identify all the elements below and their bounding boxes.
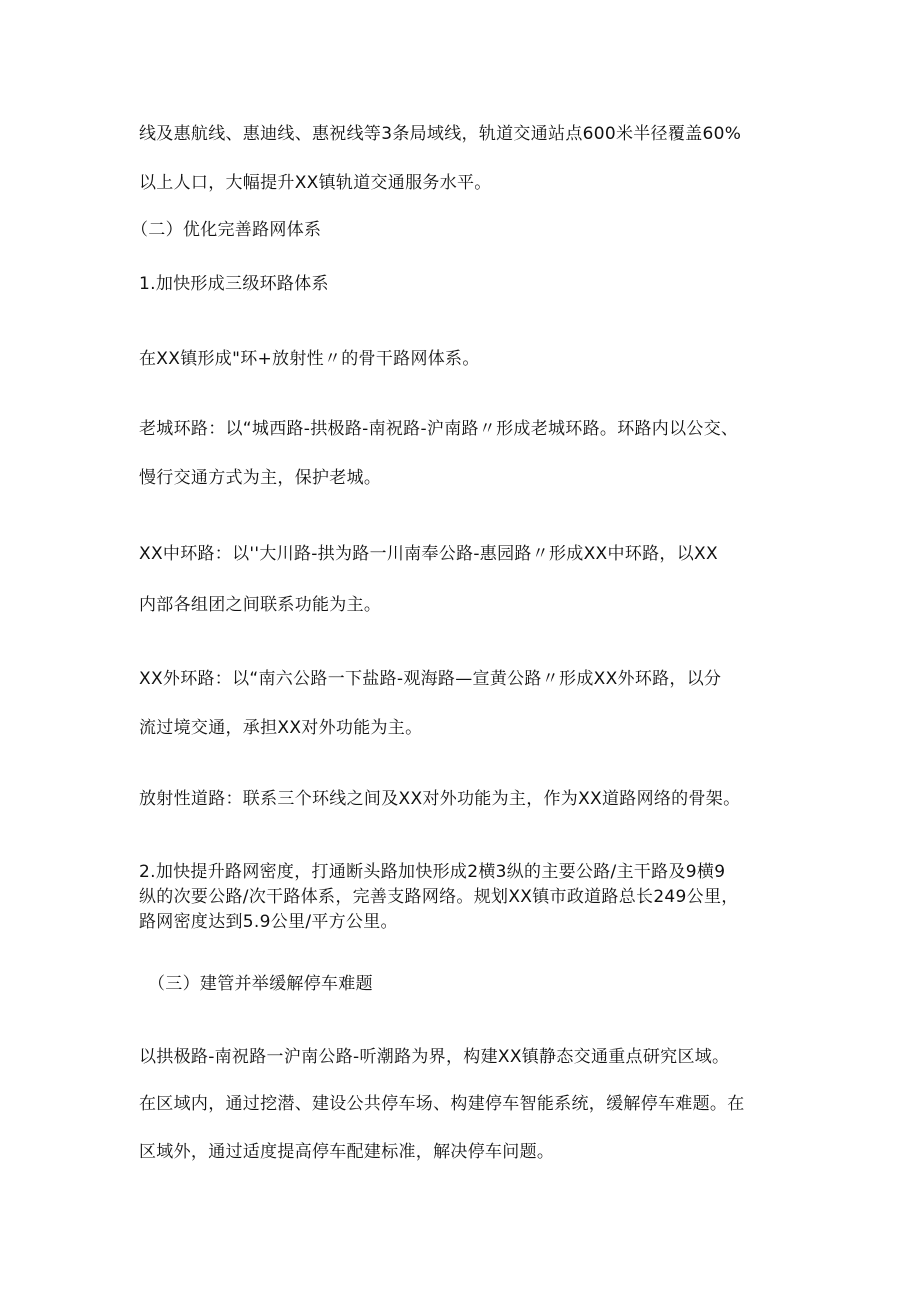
paragraph-middle-ring-line-2: 内部各组团之间联系功能为主。	[139, 595, 382, 615]
paragraph-outer-ring-line-2: 流过境交通，承担XX对外功能为主。	[139, 718, 423, 738]
paragraph-ring-radial: 在XX镇形成"环+放射性〃的骨干路网体系。	[139, 349, 480, 369]
paragraph-radial-roads: 放射性道路：联系三个环线之间及XX对外功能为主，作为XX道路网络的骨架。	[139, 789, 741, 809]
paragraph-old-town-ring-line-2: 慢行交通方式为主，保护老城。	[139, 468, 382, 488]
paragraph-rail-line-1: 线及惠航线、惠迪线、惠祝线等3条局域线，轨道交通站点600米半径覆盖60%	[139, 124, 742, 144]
paragraph-middle-ring-line-1: XX中环路：以''大川路-拱为路一川南奉公路-惠园路〃形成XX中环路，以XX	[139, 544, 718, 564]
paragraph-outer-ring-line-1: XX外环路：以“南六公路一下盐路-观海路—宣黄公路〃形成XX外环路，以分	[139, 669, 722, 689]
section-heading-parking: （三）建管并举缓解停车难题	[148, 974, 373, 994]
paragraph-network-density-line-1: 2.加快提升路网密度，打通断头路加快形成2横3纵的主要公路/主干路及9横9	[139, 862, 726, 882]
paragraph-old-town-ring-line-1: 老城环路：以“城西路-拱极路-南祝路-沪南路〃形成老城环路。环路内以公交、	[139, 419, 739, 439]
paragraph-parking-line-1: 以拱极路-南祝路一沪南公路-听潮路为界，构建XX镇静态交通重点研究区域。	[139, 1047, 730, 1067]
paragraph-network-density-line-2: 纵的次要公路/次干路体系，完善支路网络。规划XX镇市政道路总长249公里，	[139, 887, 739, 907]
paragraph-parking-line-3: 区域外，通过适度提高停车配建标准，解决停车问题。	[139, 1142, 555, 1162]
paragraph-rail-line-2: 以上人口，大幅提升XX镇轨道交通服务水平。	[139, 173, 492, 193]
subheading-ring-roads: 1.加快形成三级环路体系	[139, 274, 329, 294]
paragraph-network-density-line-3: 路网密度达到5.9公里/平方公里。	[139, 912, 398, 932]
paragraph-parking-line-2: 在区域内，通过挖潜、建设公共停车场、构建停车智能系统，缓解停车难题。在	[139, 1094, 745, 1114]
section-heading-road-network: （二）优化完善路网体系	[131, 220, 322, 240]
